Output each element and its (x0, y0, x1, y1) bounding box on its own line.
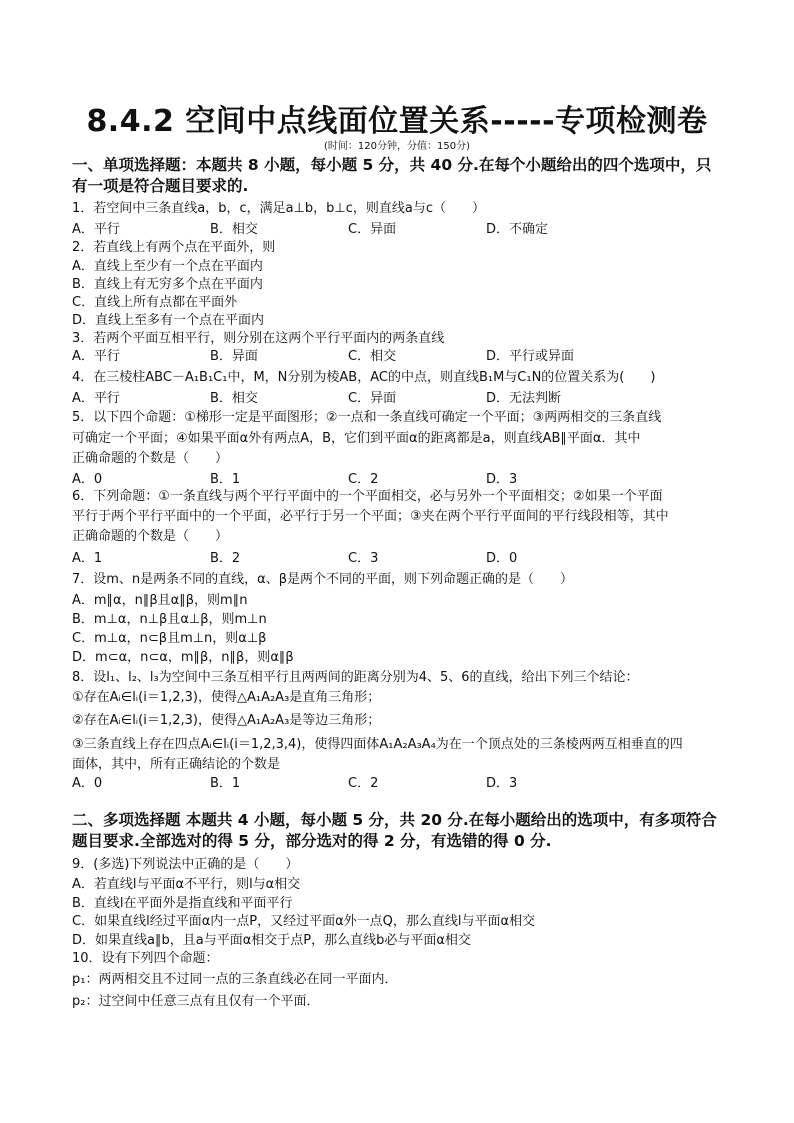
q8-option-b: B．1 (210, 776, 241, 791)
q4-option-d: D．无法判断 (486, 391, 562, 406)
question-8-line-1: 8．设l₁、l₂、l₃为空间中三条互相平行且两两间的距离分别为4、5、6的直线，给出下列三个结论： (72, 670, 639, 685)
q4-option-b: B．相交 (210, 391, 258, 406)
question-10-stem: 10．设有下列四个命题： (72, 951, 219, 966)
q6-option-b: B．2 (210, 551, 241, 566)
question-10-p1: p₁：两两相交且不过同一点的三条直线必在同一平面内． (72, 972, 398, 987)
question-10-p2: p₂：过空间中任意三点有且仅有一个平面． (72, 994, 320, 1009)
q9-option-a: A．若直线l与平面α不平行，则l与α相交 (72, 877, 301, 892)
question-6-line-3: 正确命题的个数是（ ） (72, 529, 229, 544)
q6-option-d: D．0 (486, 551, 518, 566)
q8-option-d: D．3 (486, 776, 518, 791)
q5-option-c: C．2 (348, 472, 379, 487)
exam-time-score: (时间：120分钟，分值：150分) (324, 141, 470, 152)
question-4-stem: 4．在三棱柱ABC－A₁B₁C₁中，M，N分别为棱AB，AC的中点，则直线B₁M与C₁N的位置关系为( ) (72, 370, 656, 385)
question-2-stem: 2．若直线上有两个点在平面外，则 (72, 240, 276, 255)
q3-option-a: A．平行 (72, 349, 120, 364)
page-title: 8.4.2 空间中点线面位置关系-----专项检测卷 (86, 104, 708, 139)
q2-option-b: B．直线上有无穷多个点在平面内 (72, 277, 263, 292)
q9-option-c: C．如果直线l经过平面α内一点P，又经过平面α外一点Q，那么直线l与平面α相交 (72, 914, 536, 929)
question-7-stem: 7．设m、n是两条不同的直线，α、β是两个不同的平面，则下列命题正确的是（ ） (72, 572, 574, 587)
q5-option-a: A．0 (72, 472, 103, 487)
q4-option-a: A．平行 (72, 391, 120, 406)
question-3-stem: 3．若两个平面互相平行，则分别在这两个平行平面内的两条直线 (72, 331, 445, 346)
question-8-line-5: 面体，其中，所有正确结论的个数是 (72, 757, 281, 772)
q5-option-d: D．3 (486, 472, 518, 487)
q6-option-a: A．1 (72, 551, 103, 566)
q8-option-a: A．0 (72, 776, 103, 791)
q2-option-c: C．直线上所有点都在平面外 (72, 295, 238, 310)
question-1-stem: 1．若空间中三条直线a，b，c，满足a⊥b，b⊥c，则直线a与c（ ） (72, 201, 486, 216)
question-9-stem: 9．(多选)下列说法中正确的是（ ） (72, 857, 299, 872)
question-8-conclusion-2: ②存在Aᵢ∈lᵢ(i＝1,2,3)，使得△A₁A₂A₃是等边三角形； (72, 713, 381, 728)
section-2-heading: 二、多项选择题 本题共 4 小题，每小题 5 分，共 20 分.在每小题给出的选项中，有多项符合题目要求.全部选对的得 5 分，部分选对的得 2 分，有选错的得 0 分. (72, 811, 717, 850)
q8-option-c: C．2 (348, 776, 379, 791)
q1-option-a: A．平行 (72, 222, 120, 237)
q9-option-b: B．直线l在平面外是指直线和平面平行 (72, 896, 293, 911)
q3-option-c: C．相交 (348, 349, 397, 364)
question-6-line-2: 平行于两个平行平面中的一个平面，必平行于另一个平面；③夹在两个平行平面间的平行线段相等，其中 (72, 509, 669, 524)
question-8-conclusion-3: ③三条直线上存在四点Aᵢ∈lᵢ(i＝1,2,3,4)，使得四面体A₁A₂A₃A₄为在一个顶点处的三条棱两两互相垂直的四 (72, 737, 683, 752)
q7-option-a: A．m∥α，n∥β且α∥β，则m∥n (72, 593, 248, 608)
q7-option-d: D．m⊂α，n⊂α，m∥β，n∥β，则α∥β (72, 650, 294, 665)
q6-option-c: C．3 (348, 551, 379, 566)
q9-option-d: D．如果直线a∥b，且a与平面α相交于点P，那么直线b必与平面α相交 (72, 933, 471, 948)
q3-option-b: B．异面 (210, 349, 258, 364)
question-5-line-1: 5．以下四个命题：①梯形一定是平面图形；②一点和一条直线可确定一个平面；③两两相交的三条直线 (72, 410, 662, 425)
question-8-conclusion-1: ①存在Aᵢ∈lᵢ(i＝1,2,3)，使得△A₁A₂A₃是直角三角形； (72, 690, 381, 705)
question-5-line-3: 正确命题的个数是（ ） (72, 451, 229, 466)
q7-option-c: C．m⊥α，n⊂β且m⊥n，则α⊥β (72, 631, 267, 646)
q3-option-d: D．平行或异面 (486, 349, 575, 364)
q4-option-c: C．异面 (348, 391, 397, 406)
q1-option-c: C．异面 (348, 222, 397, 237)
question-6-line-1: 6．下列命题：①一条直线与两个平行平面中的一个平面相交，必与另外一个平面相交；②如果一个平面 (72, 489, 663, 504)
section-1-heading: 一、单项选择题：本题共 8 小题，每小题 5 分，共 40 分.在每个小题给出的四个选项中，只有一项是符合题目要求的. (72, 156, 712, 195)
q7-option-b: B．m⊥α，n⊥β且α⊥β，则m⊥n (72, 612, 267, 627)
q1-option-b: B．相交 (210, 222, 258, 237)
q2-option-d: D．直线上至多有一个点在平面内 (72, 313, 265, 328)
q1-option-d: D．不确定 (486, 222, 549, 237)
question-5-line-2: 可确定一个平面；④如果平面α外有两点A，B，它们到平面α的距离都是a，则直线AB∥平面α．其中 (72, 431, 641, 446)
q5-option-b: B．1 (210, 472, 241, 487)
q2-option-a: A．直线上至少有一个点在平面内 (72, 259, 263, 274)
